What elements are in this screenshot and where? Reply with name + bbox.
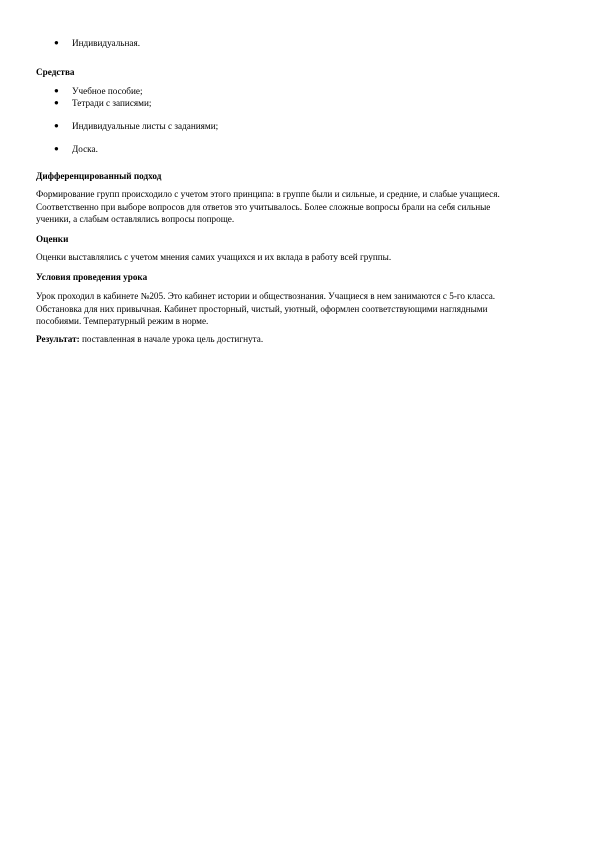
result-line [36,333,263,345]
list-item [0,37,595,49]
sredstva-heading: Средства [36,67,75,77]
list-item [0,97,595,109]
bullet-icon: ● [54,98,59,107]
bullet-icon: ● [54,144,59,153]
result-text: поставленная в начале урока цель достигнута. [79,334,264,344]
ocenki-heading: Оценки [36,234,69,244]
paragraph-line: Соответственно при выборе вопросов для ответов это учитывалось. Более сложные вопросы брали на себя сильные [36,201,491,212]
diff-paragraph [36,188,566,226]
list-item-text: Доска. [72,144,98,154]
bullet-icon: ● [54,121,59,130]
bullet-icon: ● [54,38,59,47]
list-item [0,120,595,132]
usloviya-paragraph [36,290,566,328]
paragraph-line: Обстановка для них привычная. Кабинет просторный, чистый, уютный, оформлен соответствующими наглядными [36,303,488,314]
paragraph-line: ученики, а слабым оставлялись вопросы попроще. [36,214,235,224]
usloviya-heading: Условия проведения урока [36,272,148,282]
list-item-text: Индивидуальная. [72,38,140,48]
list-item-text: Индивидуальные листы с заданиями; [72,121,219,131]
list-item [0,143,595,155]
diff-heading: Дифференцированный подход [36,171,162,181]
paragraph-line: Оценки выставлялись с учетом мнения самих учащихся и их вклада в работу всей группы. [36,252,392,262]
list-item-text: Учебное пособие; [72,86,143,96]
paragraph-line: пособиями. Температурный режим в норме. [36,316,209,326]
result-label: Результат: [36,334,80,344]
list-item [0,85,595,97]
ocenki-paragraph [36,251,566,264]
paragraph-line: Урок проходил в кабинете №205. Это кабинет истории и обществознания. Учащиеся в нем занимаются с 5-го класса. [36,291,496,301]
paragraph-line: Формирование групп происходило с учетом этого принципа: в группе были и сильные, и средние, и слабые учащиеся. [36,189,500,199]
list-item-text: Тетради с записями; [72,98,152,108]
bullet-icon: ● [54,86,59,95]
